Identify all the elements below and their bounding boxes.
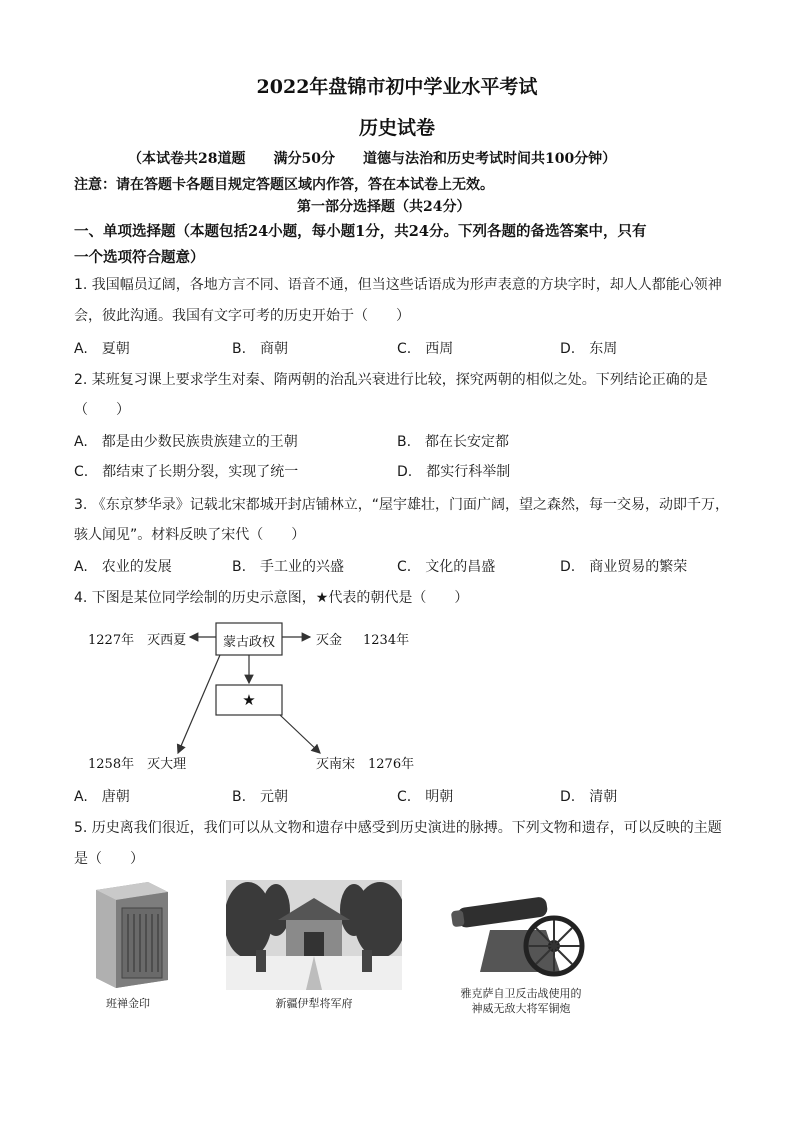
- exam-subtitle: 历史试卷: [358, 117, 435, 139]
- q1-option-d: D. 东周: [560, 341, 618, 357]
- section-line-1: 一、单项选择题（本题包括24小题，每小题1分，共24分。下列各题的备选答案中，只有: [74, 223, 647, 240]
- q5-line2: 是（ ）: [74, 851, 144, 867]
- q2-line2: （ ）: [74, 402, 130, 418]
- q5-line1: 5. 历史离我们很近，我们可以从文物和遗存中感受到历史演进的脉搏。下列文物和遗存，可以反映的主题: [74, 820, 722, 836]
- exam-notice: 注意：请在答题卡各题目规定答题区域内作答，答在本试卷上无效。: [74, 177, 494, 193]
- q3-line1: 3. 《东京梦华录》记载北宋都城开封店铺林立，“屋宇雄壮，门面广阔，望之森然，每一交易，动即千万，: [74, 497, 730, 513]
- q1-line2: 会，彼此沟通。我国有文字可考的历史开始于（ ）: [74, 308, 410, 324]
- q2-line1: 2. 某班复习课上要求学生对秦、隋两朝的治乱兴衰进行比较，探究两朝的相似之处。下列结论正确的是: [74, 372, 708, 388]
- q4-option-b: B. 元朝: [232, 789, 289, 805]
- caption-panchen-seal: 班禅金印: [106, 997, 150, 1010]
- q3-option-d: D. 商业贸易的繁荣: [560, 559, 688, 575]
- q4-option-d: D. 清朝: [560, 789, 618, 805]
- diagram-left-top: 1227年 灭西夏: [88, 633, 187, 648]
- q2-option-a: A. 都是由少数民族贵族建立的王朝: [74, 434, 298, 450]
- q1-option-a: A. 夏朝: [74, 341, 130, 357]
- panchen-seal-image: [88, 876, 178, 991]
- star-icon: ★: [242, 691, 256, 709]
- q3-option-b: B. 手工业的兴盛: [232, 559, 345, 575]
- diagram-right-top-text: 灭金: [316, 633, 343, 648]
- cannon-image: [450, 880, 590, 985]
- q3-line2: 骇人闻见”。材料反映了宋代（ ）: [74, 527, 306, 543]
- caption-cannon-line2: 神威无敌大将军铜炮: [471, 1002, 571, 1015]
- q1-line1: 1. 我国幅员辽阔，各地方言不同、语音不通，但当这些话语成为形声表意的方块字时，却人人都能心领神: [74, 277, 722, 293]
- diagram-right-bottom: 灭南宋 1276年: [316, 757, 415, 772]
- q2-option-b: B. 都在长安定都: [397, 434, 510, 450]
- q2-option-c: C. 都结束了长期分裂，实现了统一: [74, 464, 299, 480]
- section-line-2: 一个选项符合题意）: [74, 249, 205, 266]
- q1-option-b: B. 商朝: [232, 341, 289, 357]
- diagram-left-bottom: 1258年 灭大理: [88, 757, 187, 772]
- part1-title: 第一部分选择题（共24分）: [297, 199, 471, 215]
- q4-line1: 4. 下图是某位同学绘制的历史示意图，★代表的朝代是（ ）: [74, 590, 469, 606]
- q2-option-d: D. 都实行科举制: [397, 464, 511, 480]
- ili-mansion-image: [226, 880, 402, 990]
- caption-ili-mansion: 新疆伊犁将军府: [275, 997, 353, 1010]
- exam-info: （本试卷共28道题 满分50分 道德与法治和历史考试时间共100分钟）: [128, 151, 617, 167]
- q3-option-a: A. 农业的发展: [74, 559, 172, 575]
- diagram-right-top-year: 1234年: [363, 633, 410, 648]
- arrow-dali: [178, 655, 220, 753]
- history-diagram: [80, 615, 440, 780]
- caption-cannon-line1: 雅克萨自卫反击战使用的: [460, 987, 582, 1000]
- diagram-center-label: 蒙古政权: [222, 635, 275, 650]
- q4-option-a: A. 唐朝: [74, 789, 130, 805]
- q1-option-c: C. 西周: [397, 341, 454, 357]
- q3-option-c: C. 文化的昌盛: [397, 559, 496, 575]
- q4-option-c: C. 明朝: [397, 789, 454, 805]
- arrow-nansong: [280, 715, 320, 753]
- exam-title: 2022年盘锦市初中学业水平考试: [256, 76, 538, 98]
